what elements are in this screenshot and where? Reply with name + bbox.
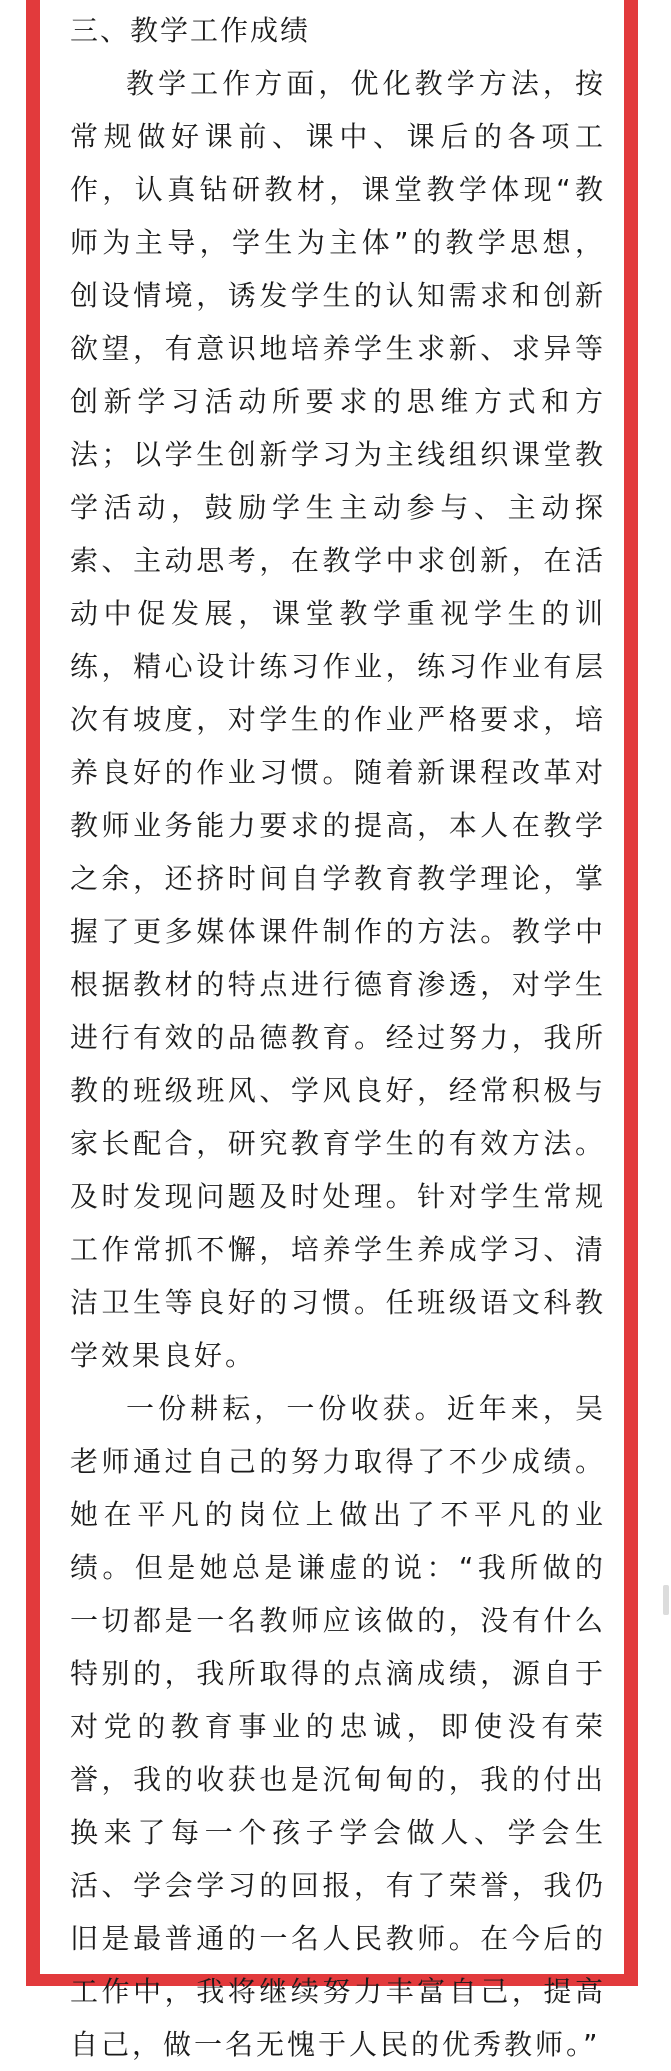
document-page — [40, 0, 624, 2061]
paragraph-achievements: 一份耕耘，一份收获。近年来，吴老师通过自己的努力取得了不少成绩。她在平凡的岗位上做出了不平凡的业绩。但是她总是谦虚的说：“我所做的一切都是一名教师应该做的，没有什么特别的，我所取得的点滴成绩，源自于对党的教育事业的忠诚，即使没有荣誉，我的收获也是沉甸甸的，我的付出换来了每一个孩子学会做人、学会生活、学会学习的回报，有了荣誉，我仍旧是最普通的一名人民教师。在今后的工作中，我将继续努力丰富自己，提高自己，做一名无愧于人民的优秀教师。” — [70, 1392, 606, 2061]
scroll-edge-marker — [663, 1585, 669, 1615]
paragraph-teaching-work: 教学工作方面，优化教学方法，按常规做好课前、课中、课后的各项工作，认真钻研教材，课堂教学体现“教师为主导，学生为主体”的教学思想，创设情境，诱发学生的认知需求和创新欲望，有意识地培养学生求新、求异等创新学习活动所要求的思维方式和方法；以学生创新学习为主线组织课堂教学活动，鼓励学生主动参与、主动探索、主动思考，在教学中求创新，在活动中促发展，课堂教学重视学生的训练，精心设计练习作业，练习作业有层次有坡度，对学生的作业严格要求，培养良好的作业习惯。随着新课程改革对教师业务能力要求的提高，本人在教学之余，还挤时间自学教育教学理论，掌握了更多媒体课件制作的方法。教学中根据教材的特点进行德育渗透，对学生进行有效的品德教育。经过努力，我所教的班级班风、学风良好，经常积极与家长配合，研究教育学生的有效方法。及时发现问题及时处理。针对学生常规工作常抓不懈，培养学生养成学习、清洁卫生等良好的习惯。任班级语文科教学效果良好。 — [70, 67, 606, 1372]
red-border-frame — [26, 0, 638, 2061]
section-title: 三、教学工作成绩 — [70, 14, 311, 47]
document-body — [70, 4, 606, 2071]
